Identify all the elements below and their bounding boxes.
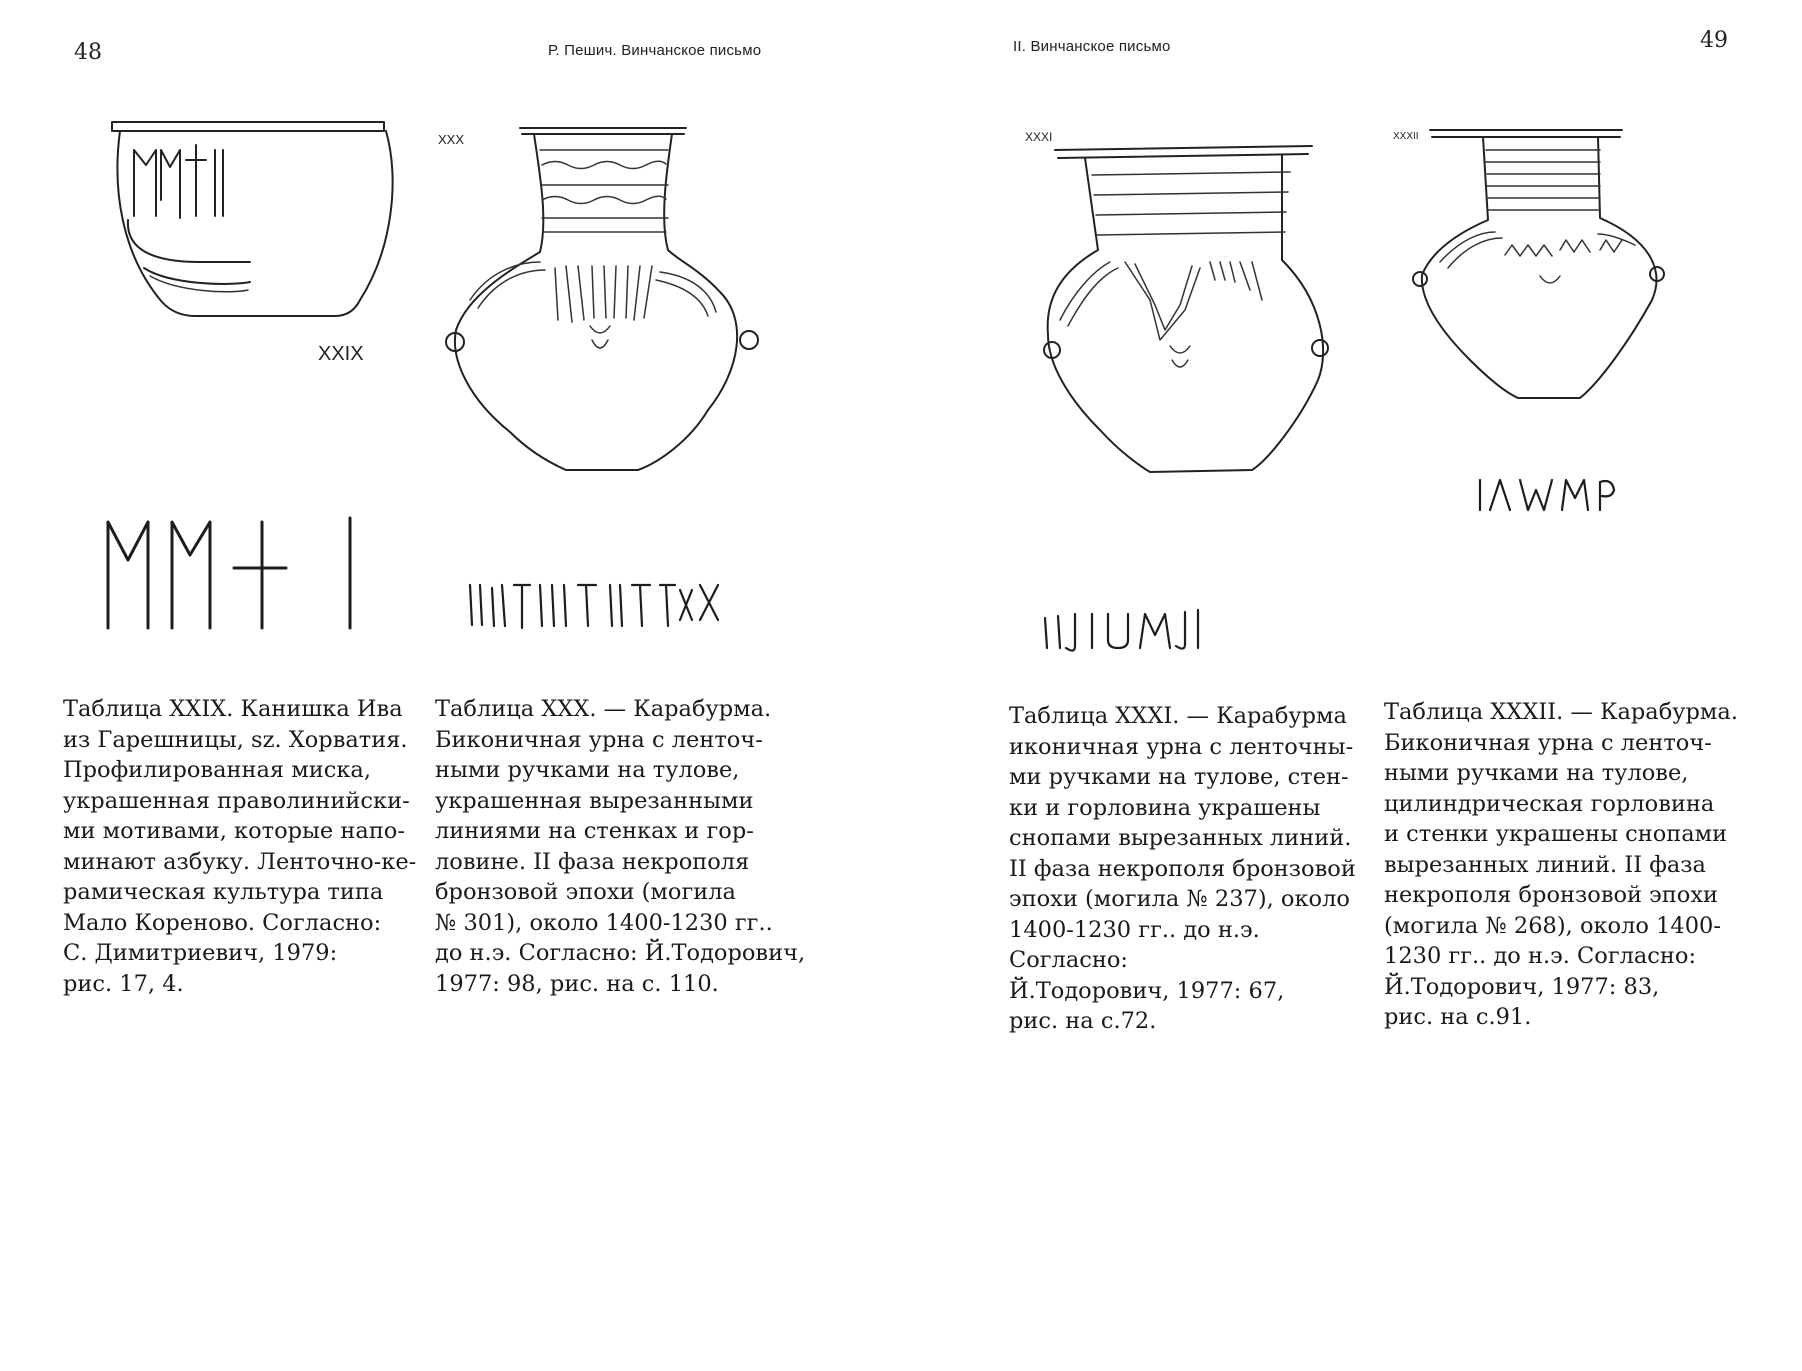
page-number-left: 48 [74, 40, 102, 65]
figure-label-xxxii: XXXII [1393, 131, 1419, 142]
caption-xxxi: Таблица XXXI. — Карабурма иконичная урна с ленточны- ми ручками на тулове, стен- ки и горловина украшены снопами вырезанных линий. II фаза некрополя бронзовой эпохи (могила № 237), около 1400-1230 гг.. до н.э. Согласно: Й.Тодорович, 1977: 67, рис. на с.72. [1009, 703, 1356, 1034]
running-head-right: II. Винчанское письмо [1013, 38, 1171, 55]
figure-label-xxxi: XXXI [1025, 130, 1053, 144]
figure-label-xxix: XXIX [318, 343, 364, 365]
caption-xxix: Таблица XXIX. Канишка Ива из Гарешницы, sz. Хорватия. Профилированная миска, украшенная праволинийски- ми мотивами, которые напо- минают азбуку. Ленточно-ке- рамическая культура типа Мало Кореново. Согласно: С. Димитриевич, 1979: рис. 17, 4. [63, 696, 417, 997]
running-head-left: Р. Пешич. Винчанское письмо [548, 42, 762, 59]
page-number-right: 49 [1700, 28, 1728, 53]
figure-label-xxx: XXX [438, 132, 465, 147]
caption-xxx: Таблица XXX. — Карабурма. Биконичная урна с ленточ- ными ручками на тулове, украшенная вырезанными линиями на стенках и гор- ловине. II фаза некрополя бронзовой эпохи (могила № 301), около 1400-1230 гг.. до н.э. Согласно: Й.Тодорович, 1977: 98, рис. на с. 110. [435, 696, 806, 997]
caption-xxxii: Таблица XXXII. — Карабурма. Биконичная урна с ленточ- ными ручками на тулове, цилиндрическая горловина и стенки украшены снопами вырезанных линий. II фаза некрополя бронзовой эпохи (могила № 268), около 1400- 1230 гг.. до н.э. Согласно: Й.Тодорович, 1977: 83, рис. на с.91. [1384, 699, 1738, 1030]
